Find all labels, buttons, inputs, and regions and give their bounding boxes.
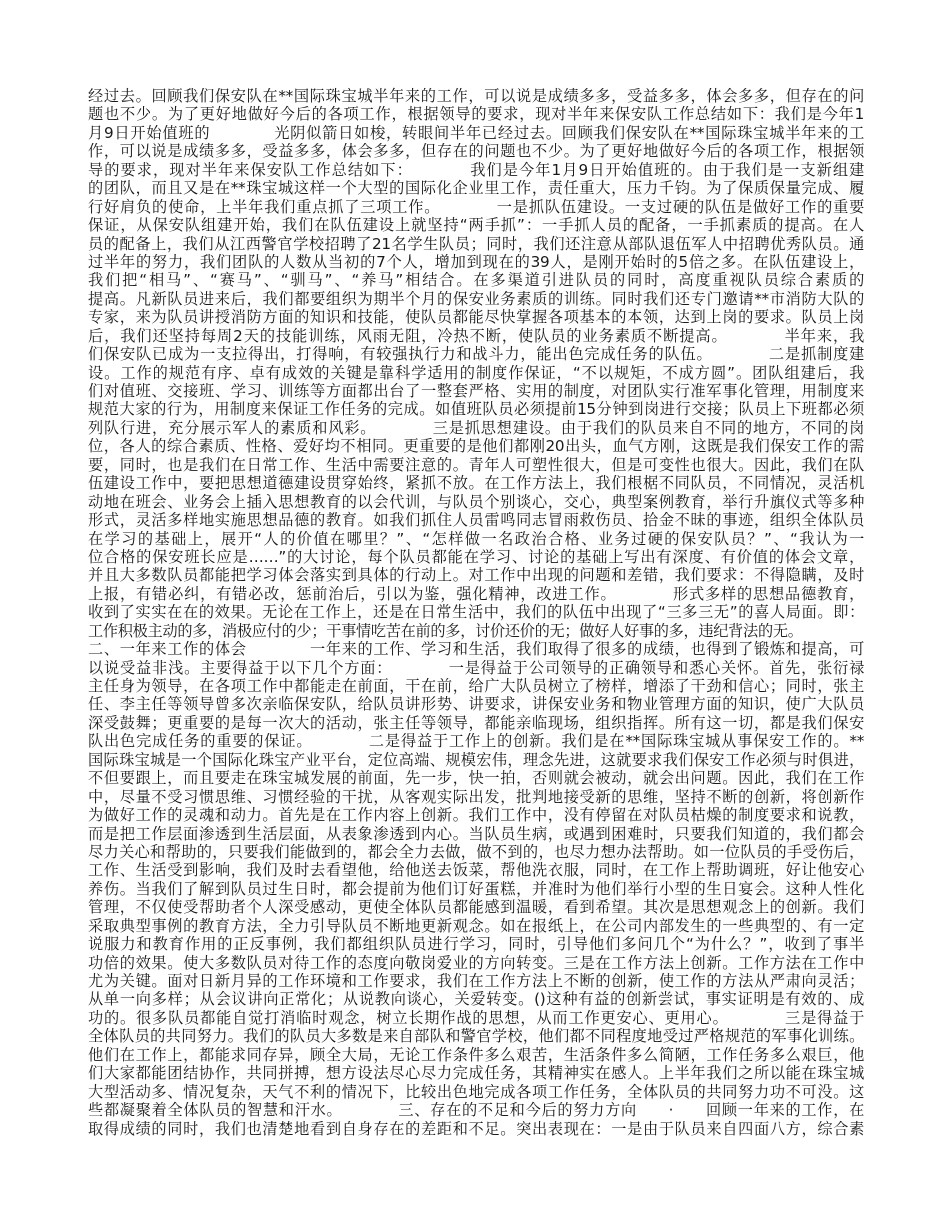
text-line: 位合格的保安班长应是……”的大讨论，每个队员都能在学习、讨论的基础上写出有深度、有价值的体会文章，	[88, 547, 864, 566]
text-line: 从单一向多样；从会议讲向正常化；从说教向谈心，关爱转变。()这种有益的创新尝试，事实证明是有效的、成	[88, 990, 864, 1009]
text-line: 位，各人的综合素质、性格、爱好均不相同。更重要的是他们都刚20出头，血气方刚，这既是我们保安工作的需	[88, 437, 864, 456]
text-line: 以说受益非浅。主要得益于以下几个方面： 一是得益于公司领导的正确领导和悉心关怀。首先，张衍禄	[88, 658, 864, 677]
text-line: 任、李主任等领导曾多次亲临保安队，给队员讲形势、讲要求，讲保安业务和物业管理方面的知识，使广大队员	[88, 695, 864, 714]
text-line: 全体队员的共同努力。我们的队员大多数是来自部队和警官学校，他们都不同程度地受过严格规范的军事化训练。	[88, 1027, 864, 1046]
text-line: 工作、生活受到影响，我们及时去看望他，给他送去饭菜，帮他洗衣服，同时，在工作上帮助调班，好让他安心	[88, 861, 864, 880]
text-line: 行好肩负的使命，上半年我们重点抓了三项工作。 一是抓队伍建设。一支过硬的队伍是做好工作的重要	[88, 197, 864, 216]
text-line: 要，同时，也是我们在日常工作、生活中需要注意的。青年人可塑性很大，但是可变性也很大。因此，我们在队	[88, 455, 864, 474]
text-line: 员的配备上，我们从江西警官学校招聘了21名学生队员；同时，我们还注意从部队退伍军人中招聘优秀队员。通	[88, 234, 864, 253]
text-line: 题也不少。为了更好地做好今后的各项工作，根据领导的要求，现对半年来保安队工作总结如下：我们是今年1	[88, 105, 864, 124]
text-line: 提高。凡新队员进来后，我们都要组织为期半个月的保安业务素质的训练。同时我们还专门邀请**市消防大队的	[88, 289, 864, 308]
text-line: 列队行进，充分展示军人的素质和风彩。 三是抓思想建设。由于我们的队员来自不同的地方，不同的岗	[88, 418, 864, 437]
text-line: 中，尽量不受习惯思维、习惯经验的干扰，从客观实际出发，批判地接受新的思维，坚持不断的创新，将创新作	[88, 787, 864, 806]
text-line: 取得成绩的同时，我们也清楚地看到自身存在的差距和不足。突出表现在：一是由于队员来自四面八方，综合素	[88, 1119, 864, 1138]
text-line: 们大家都能团结协作，共同拼搏，想方设法尽心尽力完成任务，其精神实在感人。上半年我们之所以能在珠宝城	[88, 1064, 864, 1083]
text-line: 主任身为领导，在各项工作中都能走在前面，干在前，给广大队员树立了榜样，增添了干劲和信心；同时，张主	[88, 677, 864, 695]
text-line: 而是把工作层面渗透到生活层面，从表象渗透到内心。当队员生病，或遇到困难时，只要我们知道的，我们都会	[88, 824, 864, 843]
text-line: 队出色完成任务的重要的保证。 二是得益于工作上的创新。我们是在**国际珠宝城从事保安工作的。**	[88, 732, 864, 751]
text-line: 们对值班、交接班、学习、训练等方面都出台了一整套严格、实用的制度，对团队实行准军事化管理，用制度来	[88, 382, 864, 400]
text-line: 为做好工作的灵魂和动力。首先是在工作内容上创新。我们工作中，没有停留在对队员枯燥的制度要求和说教，	[88, 806, 864, 825]
text-line: 我们把“相马”、“赛马”、“驯马”、“养马”相结合。在多渠道引进队员的同时，高度重视队员综合素质的	[88, 271, 864, 290]
text-line: 过半年的努力，我们团队的人数从当初的7个人，增加到现在的39人，是刚开始时的5倍之多。在队伍建设上，	[88, 252, 864, 271]
text-line: 功的。很多队员都能自觉打消临时观念，树立长期作战的思想，从而工作更安心、更用心。 三是得益于	[88, 1008, 864, 1027]
text-line: 经过去。回顾我们保安队在**国际珠宝城半年来的工作，可以说是成绩多多，受益多多，体会多多，但存在的问	[88, 87, 864, 105]
text-line: 养伤。当我们了解到队员过生日时，都会提前为他们订好蛋糕，并准时为他们举行小型的生日宴会。这种人性化	[88, 879, 864, 898]
text-line: 规范大家的行为，用制度来保证工作任务的完成。如值班队员必须提前15分钟到岗进行交接；队员上下班都必须	[88, 400, 864, 419]
section-heading-line: 二、一年来工作的体会 一年来的工作、学习和生活，我们取得了很多的成绩，也得到了锻炼和提高，可	[88, 640, 864, 659]
text-line: 些都凝聚着全体队员的智慧和汗水。 三、存在的不足和今后的努力方向 · 回顾一年来的工作，在	[88, 1101, 864, 1120]
text-line: 说服力和教育作用的正反事例，我们都组织队员进行学习，同时，引导他们多问几个“为什么？”，收到了事半	[88, 935, 864, 954]
text-line: 们保安队已成为一支拉得出，打得响，有较强执行力和战斗力，能出色完成任务的队伍。 二是抓制度建	[88, 345, 864, 364]
text-line: 导的要求，现对半年来保安队工作总结如下： 我们是今年1月9日开始值班的。由于我们是一支新组建	[88, 160, 864, 179]
text-line: 设。工作的规范有序、卓有成效的关键是靠科学适用的制度作保证，“不以规矩，不成方圆”。团队组建后，我	[88, 363, 864, 382]
text-line: 管理，不仅使受帮助者个人深受感动，更使全体队员都能感到温暖，看到希望。其次是思想观念上的创新。我们	[88, 898, 864, 917]
text-line: 深受鼓舞；更重要的是每一次大的活动，张主任等领导，都能亲临现场，组织指挥。所有这一切，都是我们保安	[88, 713, 864, 732]
text-line: 形式，灵活多样地实施思想品德的教育。如我们抓住人员雷鸣同志冒雨救伤员、拾金不昧的事迹，组织全体队员	[88, 511, 864, 530]
text-line: 专家，来为队员讲授消防方面的知识和技能，使队员都能尽快掌握各项基本的本领，达到上岗的要求。队员上岗	[88, 308, 864, 327]
text-line: 不但要跟上，而且要走在珠宝城发展的前面，先一步，快一拍，否则就会被动，就会出问题。因此，我们在工作	[88, 769, 864, 788]
text-line: 动地在班会、业务会上插入思想教育的以会代训，与队员个别谈心，交心，典型案例教育，举行升旗仪式等多种	[88, 492, 864, 511]
text-line: 伍建设工作中，要把思想道德建设贯穿始终，紧抓不放。在工作方法上，我们根椐不同队员，不同情况，灵活机	[88, 474, 864, 493]
text-line: 在学习的基础上，展开“人的价值在哪里？”、“怎样做一名政治合格、业务过硬的保安队员？”、“我认为一	[88, 529, 864, 548]
text-line: 工作积极主动的多，消极应付的少；干事情吃苦在前的多，讨价还价的无；做好人好事的多，违纪背法的无。	[88, 621, 803, 640]
text-line: 上报，有错必纠，有错必改，惩前治后，引以为鉴，强化精神，改进工作。 形式多样的思想品德教育，	[88, 584, 864, 603]
text-line: 作，可以说是成绩多多，受益多多，体会多多，但存在的问题也不少。为了更好地做好今后的各项工作，根据领	[88, 142, 864, 161]
text-line: 收到了实实在在的效果。无论在工作上，还是在日常生活中，我们的队伍中出现了“三多三无”的喜人局面。即：	[88, 603, 864, 622]
text-line: 并且大多数队员都能把学习体会落实到具体的行动上。对工作中出现的问题和差错，我们要求：不得隐瞒，及时	[88, 566, 864, 585]
text-line: 月9日开始值班的 光阴似箭日如梭，转眼间半年已经过去。回顾我们保安队在**国际珠宝城半年来的工	[88, 123, 864, 142]
text-line: 大型活动多、情况复杂，天气不利的情况下，比较出色地完成各项工作任务，全体队员的共同努力功不可没。这	[88, 1082, 864, 1101]
document-body	[88, 87, 864, 1138]
text-line: 的团队，而且又是在**珠宝城这样一个大型的国际化企业里工作，责任重大，压力千钧。为了保质保量完成、履	[88, 179, 864, 198]
text-line: 功倍的效果。使大多数队员对待工作的态度向敬岗爱业的方向转变。三是在工作方法上创新。工作方法在工作中	[88, 953, 864, 972]
text-line: 采取典型事例的教育方法，全力引导队员不断地更新观念。如在报纸上，在公司内部发生的一些典型的、有一定	[88, 916, 864, 935]
text-line: 他们在工作上，都能求同存异，顾全大局，无论工作条件多么艰苦，生活条件多么简陋，工作任务多么艰巨，他	[88, 1045, 864, 1064]
text-line: 尽力关心和帮助的，只要我们能做到的，都会全力去做，做不到的，也尽力想办法帮助。如一位队员的手受伤后，	[88, 842, 864, 861]
text-line: 保证，从保安队组建开始，我们在队伍建设上就坚持“两手抓”：一手抓人员的配备，一手抓素质的提高。在人	[88, 216, 864, 235]
text-line: 国际珠宝城是一个国际化珠宝产业平台，定位高端、规模宏伟，理念先进，这就要求我们保安工作必须与时俱进，	[88, 750, 864, 769]
text-line: 后，我们还坚持每周2天的技能训练，风雨无阻，冷热不断，使队员的业务素质不断提高。 半年来，我	[88, 326, 864, 345]
text-line: 尤为关键。面对日新月异的工作环境和工作要求，我们在工作方法上不断的创新，使工作的方法从严肃向灵活；	[88, 972, 864, 990]
